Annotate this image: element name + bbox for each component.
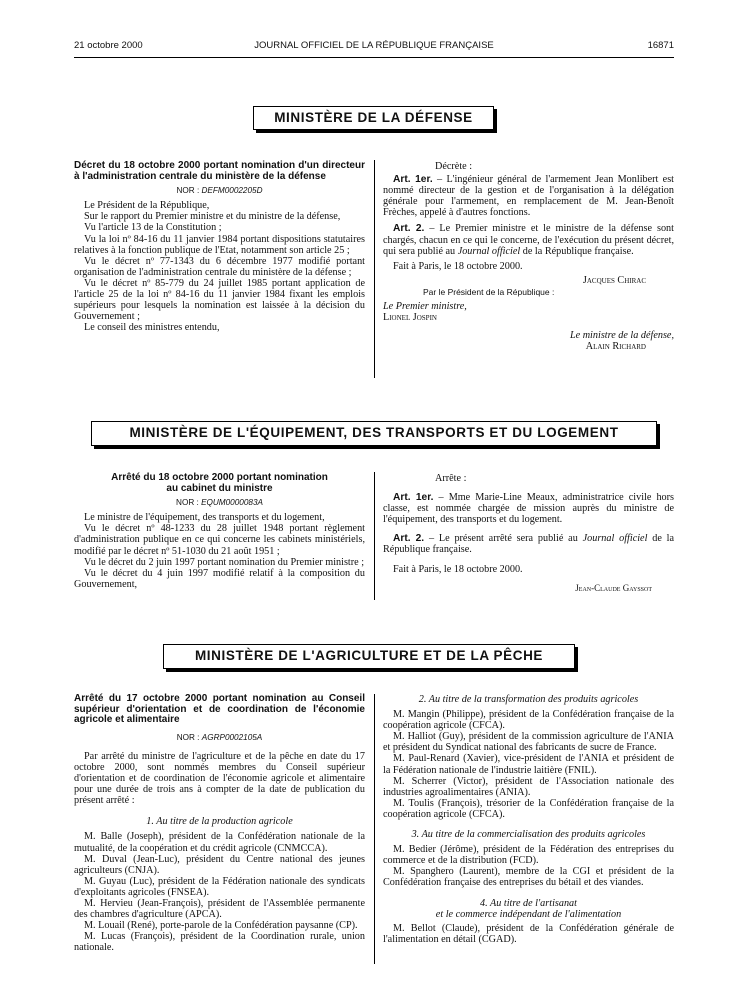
member-entry: M. Hervieu (Jean-François), président de l'Assemblée permanente des chambres d'agriculture (APCA).	[74, 898, 365, 921]
section-heading-transformation: 2. Au titre de la transformation des produits agricoles	[418, 694, 639, 705]
signer-president: Jacques Chirac	[582, 274, 646, 286]
visa-line: Vu la loi nº 84-16 du 11 janvier 1984 portant dispositions statutaires relatives à la fonction publique de l'Etat, notamment son article 25 ;	[74, 233, 365, 256]
arrete-title: Arrêté du 17 octobre 2000 portant nomination au Conseil supérieur d'orientation et de coordination de l'économie agricole et alimentaire	[74, 693, 365, 726]
ministre-defense-title: Le ministre de la défense,	[569, 330, 674, 342]
fait-a-paris: Fait à Paris, le 18 octobre 2000.	[393, 260, 523, 272]
agriculture-left-column	[74, 694, 365, 953]
arrete-title-line: au cabinet du ministre	[166, 482, 273, 494]
defense-left-column	[74, 161, 365, 333]
header-rule	[74, 57, 674, 58]
article-1: Art. 1er. – L'ingénieur général de l'armement Jean Monlibert est nommé directeur de la gestion et de l'organisation à la délégation générale pour l'armement, en remplacement de M. Jean-Benoît Frèches, appelé à d'autres fonctions.	[383, 174, 674, 219]
par-le-president: Par le Président de la République :	[423, 286, 555, 297]
visa-line: Le Président de la République,	[84, 200, 210, 212]
member-entry: M. Louail (René), porte-parole de la Confédération paysanne (CP).	[84, 920, 358, 932]
ministry-box-agriculture: MINISTÈRE DE L'AGRICULTURE ET DE LA PÊCHE	[163, 644, 575, 669]
arrete-heading: Arrête :	[435, 473, 467, 484]
visa-line: Vu le décret nº 48-1233 du 28 juillet 1948 portant règlement d'administration publique en ce qui concerne les cabinets ministériels, modifié par le décret nº 51-1030 du 21 août 1951 ;	[74, 523, 365, 557]
member-entry: M. Mangin (Philippe), président de la Confédération française de la coopération agricole (CFCA).	[383, 709, 674, 732]
article-1: Art. 1er. – Mme Marie-Line Meaux, administratrice civile hors classe, est nommée chargée de mission auprès du ministre de l'équipement, des transports et du logement.	[383, 492, 674, 526]
member-entry: M. Guyau (Luc), président de la Fédération nationale des syndicats d'exploitants agricoles (FNSEA).	[74, 875, 365, 898]
section-heading-production: 1. Au titre de la production agricole	[146, 816, 293, 828]
premier-ministre-name: Lionel Jospin	[383, 312, 437, 324]
member-entry: M. Scherrer (Victor), président de l'Association nationale des industries agroalimentaires (ANIA).	[383, 775, 674, 798]
member-entry: M. Paul-Renard (Xavier), vice-président de l'ANIA et président de la Fédération nationale de l'industrie laitière (FNIL).	[383, 753, 674, 776]
visa-line: Vu le décret nº 77-1343 du 6 décembre 1977 modifié portant organisation de l'administration centrale du ministère de la défense ;	[74, 255, 365, 278]
fait-a-paris: Fait à Paris, le 18 octobre 2000.	[393, 563, 523, 575]
column-divider	[374, 160, 375, 378]
visa-line: Le ministre de l'équipement, des transports et du logement,	[84, 512, 325, 524]
article-2: Art. 2. – Le Premier ministre et le ministre de la défense sont chargés, chacun en ce qui le concerne, de l'exécution du présent décret, qui sera publié au Journal officiel de la République française.	[383, 223, 674, 257]
column-divider	[374, 694, 375, 964]
header-journal-title: JOURNAL OFFICIEL DE LA RÉPUBLIQUE FRANÇAISE	[254, 40, 494, 51]
equipement-right-column	[383, 473, 674, 594]
member-entry: M. Bellot (Claude), président de la Confédération générale de l'alimentation en détail (CGAD).	[383, 922, 674, 945]
arrete-title-line: Arrêté du 18 octobre 2000 portant nomination	[111, 472, 328, 483]
signer-ministre: Jean-Claude Gayssot	[575, 582, 652, 593]
ministre-defense-name: Alain Richard	[585, 341, 646, 353]
ministry-box-defense: MINISTÈRE DE LA DÉFENSE	[253, 106, 494, 130]
visa-line: Vu le décret du 4 juin 1997 modifié relatif à la composition du Gouvernement,	[74, 567, 365, 590]
visa-line: Vu le décret nº 85-779 du 24 juillet 1985 portant application de l'article 25 de la loi nº 84-16 du 11 janvier 1984 fixant les emplois supérieurs pour lesquels la nomination est laissée à la décision du Gouvernement ;	[74, 277, 365, 323]
decree-title: Décret du 18 octobre 2000 portant nomination d'un directeur à l'administration centrale du ministère de la défense	[74, 160, 365, 182]
equipement-left-column	[74, 473, 365, 590]
member-entry: M. Lucas (François), président de la Coordination rurale, union nationale.	[74, 931, 365, 954]
nor-reference: NOR : EQUM0000083A	[176, 498, 263, 508]
decrete-heading: Décrète :	[435, 161, 473, 172]
header-page-number: 16871	[647, 40, 674, 51]
article-2: Art. 2. – Le présent arrêté sera publié au Journal officiel de la République française.	[383, 533, 675, 556]
nor-reference: NOR : AGRP0002105A	[176, 732, 263, 742]
nor-reference: NOR : DEFM0002205D	[176, 186, 263, 196]
visa-line: Le conseil des ministres entendu,	[84, 322, 220, 334]
member-entry: M. Balle (Joseph), président de la Confédération nationale de la mutualité, de la coopération et du crédit agricole (CNMCCA).	[74, 831, 365, 854]
member-entry: M. Halliot (Guy), président de la commission agriculture de l'ANIA et président du Syndicat national des fabricants de sucre de France.	[383, 731, 674, 754]
header-date: 21 octobre 2000	[74, 40, 143, 51]
section-heading-commercialisation: 3. Au titre de la commercialisation des produits agricoles	[411, 829, 646, 841]
member-entry: M. Duval (Jean-Luc), président du Centre national des jeunes agriculteurs (CNJA).	[74, 853, 365, 876]
agriculture-right-column	[383, 694, 674, 945]
member-entry: M. Spanghero (Laurent), membre de la CGI et président de la Confédération française des entreprises du bétail et des viandes.	[383, 866, 674, 889]
column-divider	[374, 472, 375, 600]
visa-line: Vu le décret du 2 juin 1997 portant nomination du Premier ministre ;	[84, 556, 365, 568]
member-entry: M. Bedier (Jérôme), président de la Fédération des entreprises du commerce et de la distribution (FCD).	[383, 844, 674, 867]
ministry-box-equipement: MINISTÈRE DE L'ÉQUIPEMENT, DES TRANSPORTS ET DU LOGEMENT	[91, 421, 657, 446]
section-heading-artisanat-sub: et le commerce indépendant de l'alimentation	[435, 908, 622, 920]
premier-ministre-title: Le Premier ministre,	[383, 301, 467, 313]
visa-line: Sur le rapport du Premier ministre et du ministre de la défense,	[84, 211, 341, 223]
section-heading-artisanat: 4. Au titre de l'artisanat	[480, 897, 577, 909]
visa-line: Vu l'article 13 de la Constitution ;	[84, 222, 222, 234]
defense-right-column	[383, 161, 674, 352]
member-entry: M. Toulis (François), trésorier de la Confédération française de la coopération agricole (CFCA).	[383, 797, 674, 820]
intro-paragraph: Par arrêté du ministre de l'agriculture et de la pêche en date du 17 octobre 2000, sont nommés membres du Conseil supérieur d'orientation et de coordination de l'économie agricole et alimentaire pour une durée de trois ans à compter de la date de publication du présent arrêté :	[74, 750, 365, 807]
